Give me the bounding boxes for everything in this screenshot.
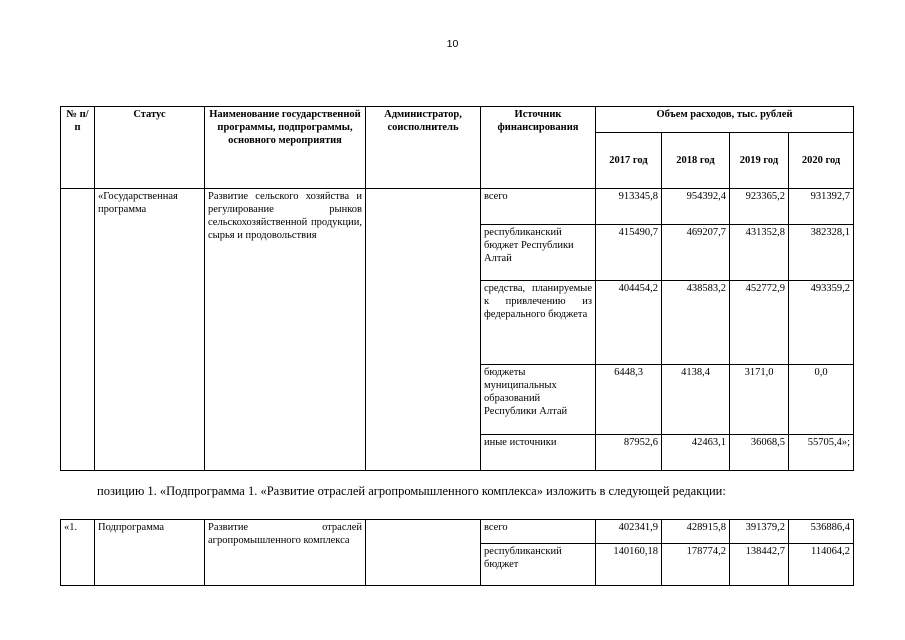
source-cell: республиканский бюджет — [481, 544, 596, 586]
subprogram-admin — [366, 520, 481, 586]
value-cell: 178774,2 — [662, 544, 730, 586]
header-admin: Администратор, соисполнитель — [366, 107, 481, 189]
header-year: 2017 год — [596, 133, 662, 189]
value-cell: 42463,1 — [662, 435, 730, 471]
value-cell: 138442,7 — [730, 544, 789, 586]
source-cell: республиканский бюджет Республики Алтай — [481, 225, 596, 281]
value-cell: 391379,2 — [730, 520, 789, 544]
value-cell: 954392,4 — [662, 189, 730, 225]
subprogram-status: Подпрограмма — [95, 520, 205, 586]
header-num: № п/п — [61, 107, 95, 189]
value-cell: 469207,7 — [662, 225, 730, 281]
header-year: 2018 год — [662, 133, 730, 189]
header-source: Источник финансирования — [481, 107, 596, 189]
value-cell: 55705,4»; — [789, 435, 854, 471]
program-name: Развитие сельского хозяйства и регулирование рынков сельскохозяйственной продукции, сырья и продовольствия — [205, 189, 366, 471]
value-cell: 913345,8 — [596, 189, 662, 225]
value-cell: 0,0 — [789, 365, 854, 435]
program-status: «Государственная программа — [95, 189, 205, 471]
value-cell: 382328,1 — [789, 225, 854, 281]
subprogram-name: Развитие отраслей агропромышленного комплекса — [205, 520, 366, 586]
source-cell: бюджеты муниципальных образований Республики Алтай — [481, 365, 596, 435]
value-cell: 415490,7 — [596, 225, 662, 281]
subprogram-num: «1. — [61, 520, 95, 586]
source-cell: иные источники — [481, 435, 596, 471]
header-volume: Объем расходов, тыс. рублей — [596, 107, 854, 133]
header-name: Наименование государственной программы, подпрограммы, основного мероприятия — [205, 107, 366, 189]
value-cell: 931392,7 — [789, 189, 854, 225]
value-cell: 431352,8 — [730, 225, 789, 281]
value-cell: 452772,9 — [730, 281, 789, 365]
value-cell: 428915,8 — [662, 520, 730, 544]
header-status: Статус — [95, 107, 205, 189]
amendment-paragraph: позицию 1. «Подпрограмма 1. «Развитие отраслей агропромышленного комплекса» изложить в следующей редакции: — [97, 484, 726, 498]
value-cell: 140160,18 — [596, 544, 662, 586]
header-year: 2020 год — [789, 133, 854, 189]
value-cell: 4138,4 — [662, 365, 730, 435]
source-cell: всего — [481, 520, 596, 544]
value-cell: 404454,2 — [596, 281, 662, 365]
program-admin — [366, 189, 481, 471]
value-cell: 438583,2 — [662, 281, 730, 365]
value-cell: 493359,2 — [789, 281, 854, 365]
value-cell: 923365,2 — [730, 189, 789, 225]
value-cell: 6448,3 — [596, 365, 662, 435]
source-cell: средства, планируемые к привлечению из федерального бюджета — [481, 281, 596, 365]
header-year: 2019 год — [730, 133, 789, 189]
value-cell: 87952,6 — [596, 435, 662, 471]
subprogram-table — [60, 519, 854, 586]
source-cell: всего — [481, 189, 596, 225]
page-number: 10 — [446, 38, 459, 50]
value-cell: 536886,4 — [789, 520, 854, 544]
value-cell: 36068,5 — [730, 435, 789, 471]
value-cell: 3171,0 — [730, 365, 789, 435]
program-table — [60, 106, 854, 471]
value-cell: 402341,9 — [596, 520, 662, 544]
program-num — [61, 189, 95, 471]
value-cell: 114064,2 — [789, 544, 854, 586]
